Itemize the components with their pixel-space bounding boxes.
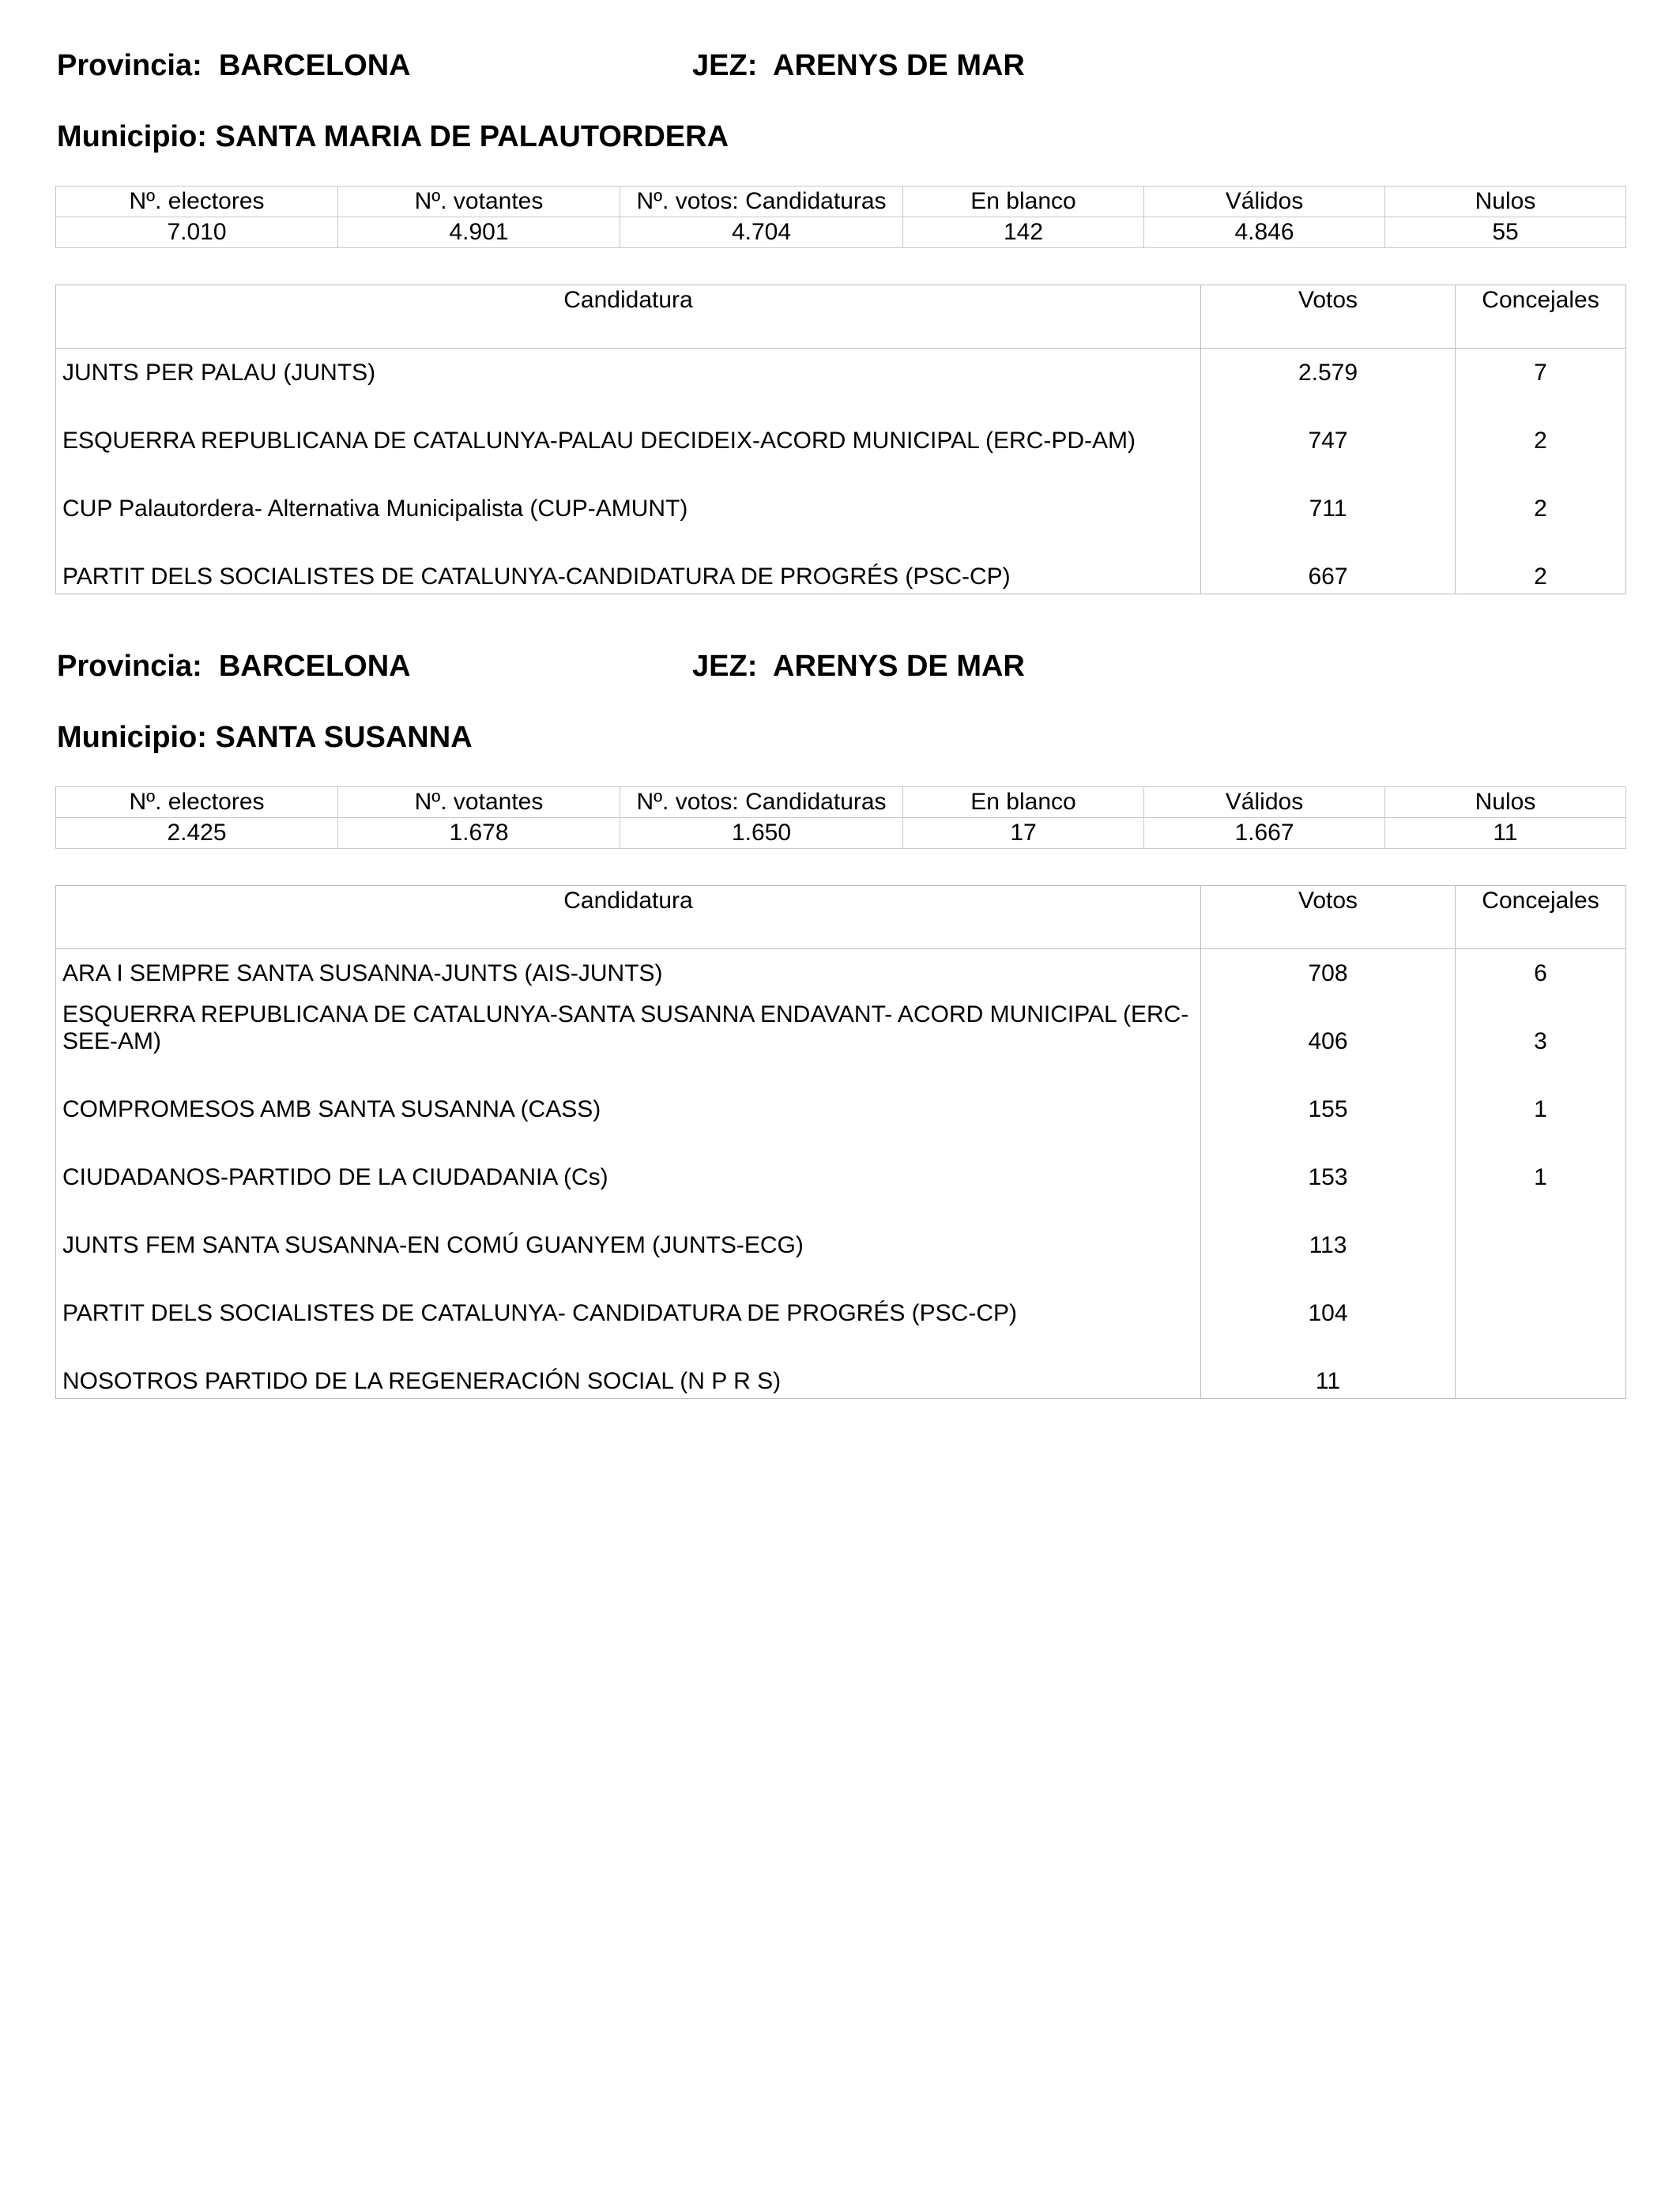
candidate-name: CIUDADANOS-PARTIDO DE LA CIUDADANIA (Cs) [62,1164,608,1190]
candidate-name: CUP Palautordera- Alternativa Municipalista (CUP-AMUNT) [62,496,688,522]
candidate-row [56,1330,1626,1399]
votos-header: Votos [1201,285,1456,349]
provincia-label: Provincia: BARCELONA [57,49,411,82]
stats-value-cell: 142 [903,217,1144,248]
stats-value-cell: 4.704 [620,217,903,248]
provincia-label: Provincia: BARCELONA [57,650,411,683]
candidate-name: PARTIT DELS SOCIALISTES DE CATALUNYA- CANDIDATURA DE PROGRÉS (PSC-CP) [62,1300,1017,1326]
candidate-concejales [1456,1262,1626,1330]
stats-header-cell: En blanco [903,187,1144,217]
candidate-concejales: 7 [1456,349,1626,390]
stats-value-row [56,217,1626,248]
stats-value-cell: 1.678 [338,818,620,849]
candidate-votos: 11 [1201,1330,1456,1399]
candidate-name: ESQUERRA REPUBLICANA DE CATALUNYA-SANTA SUSANNA ENDAVANT- ACORD MUNICIPAL (ERC-SEE-AM) [62,1001,1189,1054]
municipality-section [55,648,1625,1394]
concejales-header: Concejales [1456,285,1626,349]
candidate-concejales: 1 [1456,1058,1626,1126]
candidatura-header: Candidatura [56,886,1201,949]
candidate-concejales: 2 [1456,458,1626,526]
stats-value-cell: 4.901 [338,217,620,248]
candidate-row [56,458,1626,526]
candidate-name: COMPROMESOS AMB SANTA SUSANNA (CASS) [62,1096,601,1122]
candidatura-header: Candidatura [56,285,1201,349]
stats-header-cell: Nulos [1385,787,1626,818]
stats-value-cell: 55 [1385,217,1626,248]
candidate-row [56,526,1626,594]
candidate-votos: 2.579 [1201,349,1456,390]
jez-label: JEZ: ARENYS DE MAR [692,650,1025,683]
candidate-votos: 153 [1201,1126,1456,1194]
stats-value-row [56,818,1626,849]
candidate-row [56,1262,1626,1330]
stats-value-cell: 1.667 [1144,818,1385,849]
candidates-header-row [56,285,1626,349]
candidate-concejales [1456,1194,1626,1262]
candidate-row [56,1194,1626,1262]
candidates-table [55,285,1626,594]
candidate-votos: 113 [1201,1194,1456,1262]
candidate-concejales: 1 [1456,1126,1626,1194]
candidate-name: PARTIT DELS SOCIALISTES DE CATALUNYA-CANDIDATURA DE PROGRÉS (PSC-CP) [62,564,1011,590]
candidate-name: JUNTS PER PALAU (JUNTS) [62,360,376,386]
municipality-section [55,47,1625,590]
candidate-votos: 708 [1201,949,1456,991]
candidate-concejales [1456,1330,1626,1399]
candidate-votos: 155 [1201,1058,1456,1126]
stats-value-cell: 7.010 [56,217,338,248]
candidate-row [56,990,1626,1058]
candidate-votos: 747 [1201,390,1456,458]
stats-value-cell: 11 [1385,818,1626,849]
concejales-header: Concejales [1456,886,1626,949]
stats-value-cell: 1.650 [620,818,903,849]
stats-header-row [56,187,1626,217]
stats-header-cell: Válidos [1144,787,1385,818]
stats-value-cell: 2.425 [56,818,338,849]
candidate-row [56,390,1626,458]
municipio-title: Municipio: SANTA SUSANNA [57,721,473,754]
candidate-concejales: 2 [1456,526,1626,594]
stats-header-cell: Nº. votantes [338,187,620,217]
candidate-concejales: 6 [1456,949,1626,991]
candidate-votos: 711 [1201,458,1456,526]
candidate-name: ESQUERRA REPUBLICANA DE CATALUNYA-PALAU DECIDEIX-ACORD MUNICIPAL (ERC-PD-AM) [62,428,1136,454]
stats-header-cell: Nº. votantes [338,787,620,818]
candidate-row [56,949,1626,991]
stats-value-cell: 4.846 [1144,217,1385,248]
candidate-votos: 104 [1201,1262,1456,1330]
section-header [55,47,1625,95]
stats-header-cell: Nº. votos: Candidaturas [620,787,903,818]
stats-header-cell: Nº. electores [56,187,338,217]
stats-header-cell: Válidos [1144,187,1385,217]
candidate-row [56,349,1626,390]
candidate-votos: 667 [1201,526,1456,594]
jez-label: JEZ: ARENYS DE MAR [692,49,1025,82]
candidate-row [56,1058,1626,1126]
candidate-votos: 406 [1201,990,1456,1058]
stats-header-cell: En blanco [903,787,1144,818]
stats-header-row [56,787,1626,818]
candidate-name: ARA I SEMPRE SANTA SUSANNA-JUNTS (AIS-JUNTS) [62,960,663,986]
municipio-title: Municipio: SANTA MARIA DE PALAUTORDERA [57,120,729,153]
candidate-concejales: 2 [1456,390,1626,458]
candidates-table [55,885,1626,1399]
candidate-concejales: 3 [1456,990,1626,1058]
section-header [55,648,1625,696]
stats-header-cell: Nulos [1385,187,1626,217]
candidate-name: NOSOTROS PARTIDO DE LA REGENERACIÓN SOCIAL (N P R S) [62,1368,782,1394]
candidate-name: JUNTS FEM SANTA SUSANNA-EN COMÚ GUANYEM (JUNTS-ECG) [62,1232,804,1258]
stats-table [55,786,1626,849]
votos-header: Votos [1201,886,1456,949]
candidate-row [56,1126,1626,1194]
stats-header-cell: Nº. electores [56,787,338,818]
candidates-header-row [56,886,1626,949]
stats-value-cell: 17 [903,818,1144,849]
stats-table [55,186,1626,248]
stats-header-cell: Nº. votos: Candidaturas [620,187,903,217]
